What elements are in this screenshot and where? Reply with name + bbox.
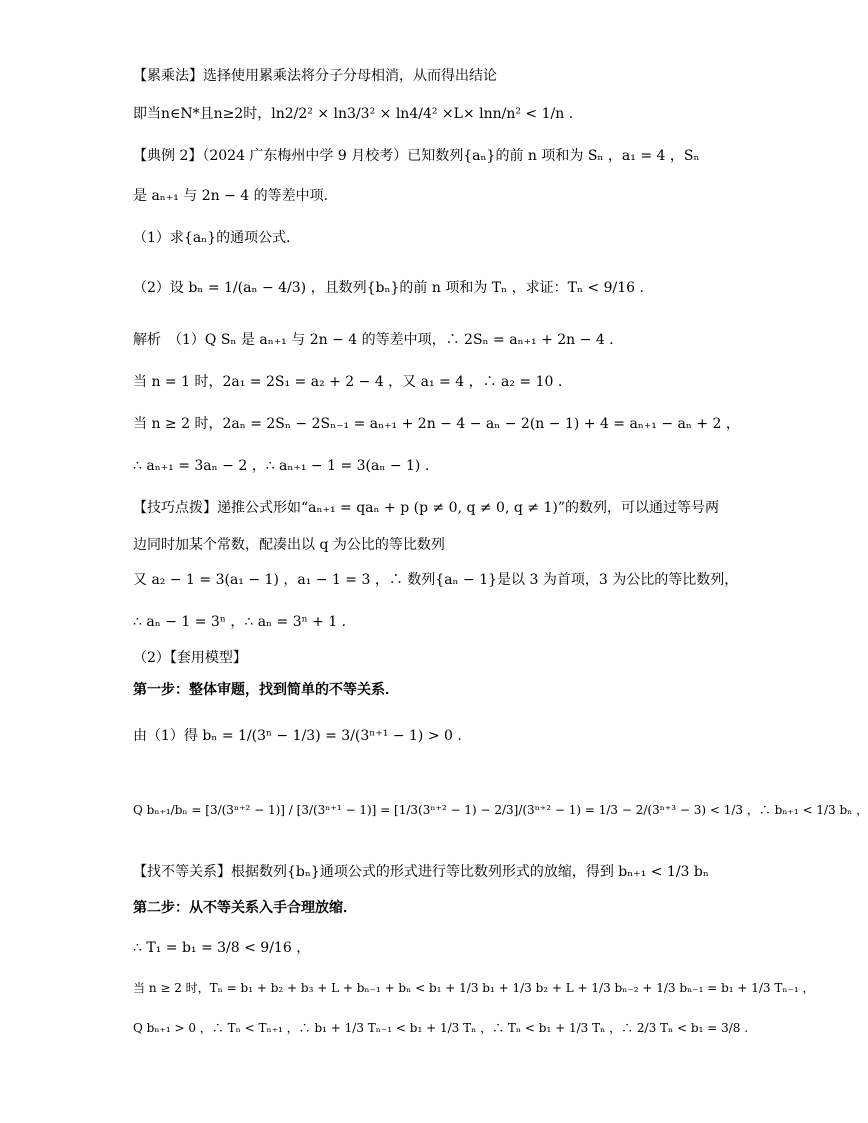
line-16-step-one: 第一步：整体审题，找到简单的不等关系． xyxy=(133,682,399,698)
line-12: 边同时加某个常数，配凑出以 q 为公比的等比数列 xyxy=(133,537,445,553)
line-9: 当 n ≥ 2 时，2aₙ = 2Sₙ − 2Sₙ₋₁ = aₙ₊₁ + 2n − 4 − aₙ − 2(n − 1) + 4 = aₙ₊₁ − aₙ + 2 ， xyxy=(133,416,740,432)
line-7: 解析 （1）Q Sₙ 是 aₙ₊₁ 与 2n − 4 的等差中项，∴ 2Sₙ = aₙ₊₁ + 2n − 4 . xyxy=(133,332,614,348)
line-22: 当 n ≥ 2 时，Tₙ = b₁ + b₂ + b₃ + L + bₙ₋₁ + bₙ < b₁ + 1/3 b₁ + 1/3 b₂ + L + 1/3 bₙ₋₂ + 1/3 bₙ₋₁ = b₁ + 1/3 Tₙ₋₁ ， xyxy=(133,981,815,995)
line-13: 又 a₂ − 1 = 3(a₁ − 1) ，a₁ − 1 = 3 ，∴ 数列{aₙ − 1}是以 3 为首项，3 为公比的等比数列， xyxy=(133,572,739,588)
line-4: 是 aₙ₊₁ 与 2n − 4 的等差中项． xyxy=(133,188,338,204)
line-17: 由（1）得 bₙ = 1/(3ⁿ − 1/3) = 3/(3ⁿ⁺¹ − 1) > 0 . xyxy=(133,728,462,744)
line-3: 【典例 2】（2024 广东梅州中学 9 月校考）已知数列{aₙ}的前 n 项和为 Sₙ ，a₁ = 4 ，Sₙ xyxy=(133,148,700,164)
line-10: ∴ aₙ₊₁ = 3aₙ − 2 ，∴ aₙ₊₁ − 1 = 3(aₙ − 1) . xyxy=(133,458,430,474)
line-6: （2）设 bₙ = 1/(aₙ − 4/3) ，且数列{bₙ}的前 n 项和为 Tₙ ，求证：Tₙ < 9/16 . xyxy=(133,280,644,296)
line-14: ∴ aₙ − 1 = 3ⁿ ，∴ aₙ = 3ⁿ + 1 . xyxy=(133,614,347,630)
line-23: Q bₙ₊₁ > 0 ，∴ Tₙ < Tₙ₊₁ ，∴ b₁ + 1/3 Tₙ₋₁ < b₁ + 1/3 Tₙ ，∴ Tₙ < b₁ + 1/3 Tₙ ，∴ 2/3 Tₙ < b₁ = 3/8 . xyxy=(133,1021,749,1035)
line-21: ∴ T₁ = b₁ = 3/8 < 9/16 ， xyxy=(133,940,311,956)
line-2: 即当n∈N*且n≥2时，ln2/2² × ln3/3² × ln4/4² ×L× lnn/n² < 1/n . xyxy=(133,106,574,122)
line-15: （2）【套用模型】 xyxy=(133,650,247,666)
line-20-step-two: 第二步：从不等关系入手合理放缩． xyxy=(133,900,357,916)
line-11: 【技巧点拨】递推公式形如“aₙ₊₁ = qaₙ + p (p ≠ 0, q ≠ 0, q ≠ 1)”的数列，可以通过等号两 xyxy=(133,500,719,516)
line-19: 【找不等关系】根据数列{bₙ}通项公式的形式进行等比数列形式的放缩，得到 bₙ₊₁ < 1/3 bₙ xyxy=(133,864,709,880)
line-5: （1）求{aₙ}的通项公式． xyxy=(133,230,301,246)
line-18: Q bₙ₊₁/bₙ = [3/(3ⁿ⁺² − 1)] / [3/(3ⁿ⁺¹ − 1)] = [1/3(3ⁿ⁺² − 1) − 2/3]/(3ⁿ⁺² − 1) = 1/3 − 2/(3ⁿ⁺³ − 3) < 1/3 ，∴ bₙ₊₁ < 1/3 bₙ ， xyxy=(133,803,868,817)
line-8: 当 n = 1 时，2a₁ = 2S₁ = a₂ + 2 − 4 ，又 a₁ = 4 ，∴ a₂ = 10 . xyxy=(133,374,563,390)
line-1: 【累乘法】选择使用累乘法将分子分母相消，从而得出结论 xyxy=(133,68,497,84)
